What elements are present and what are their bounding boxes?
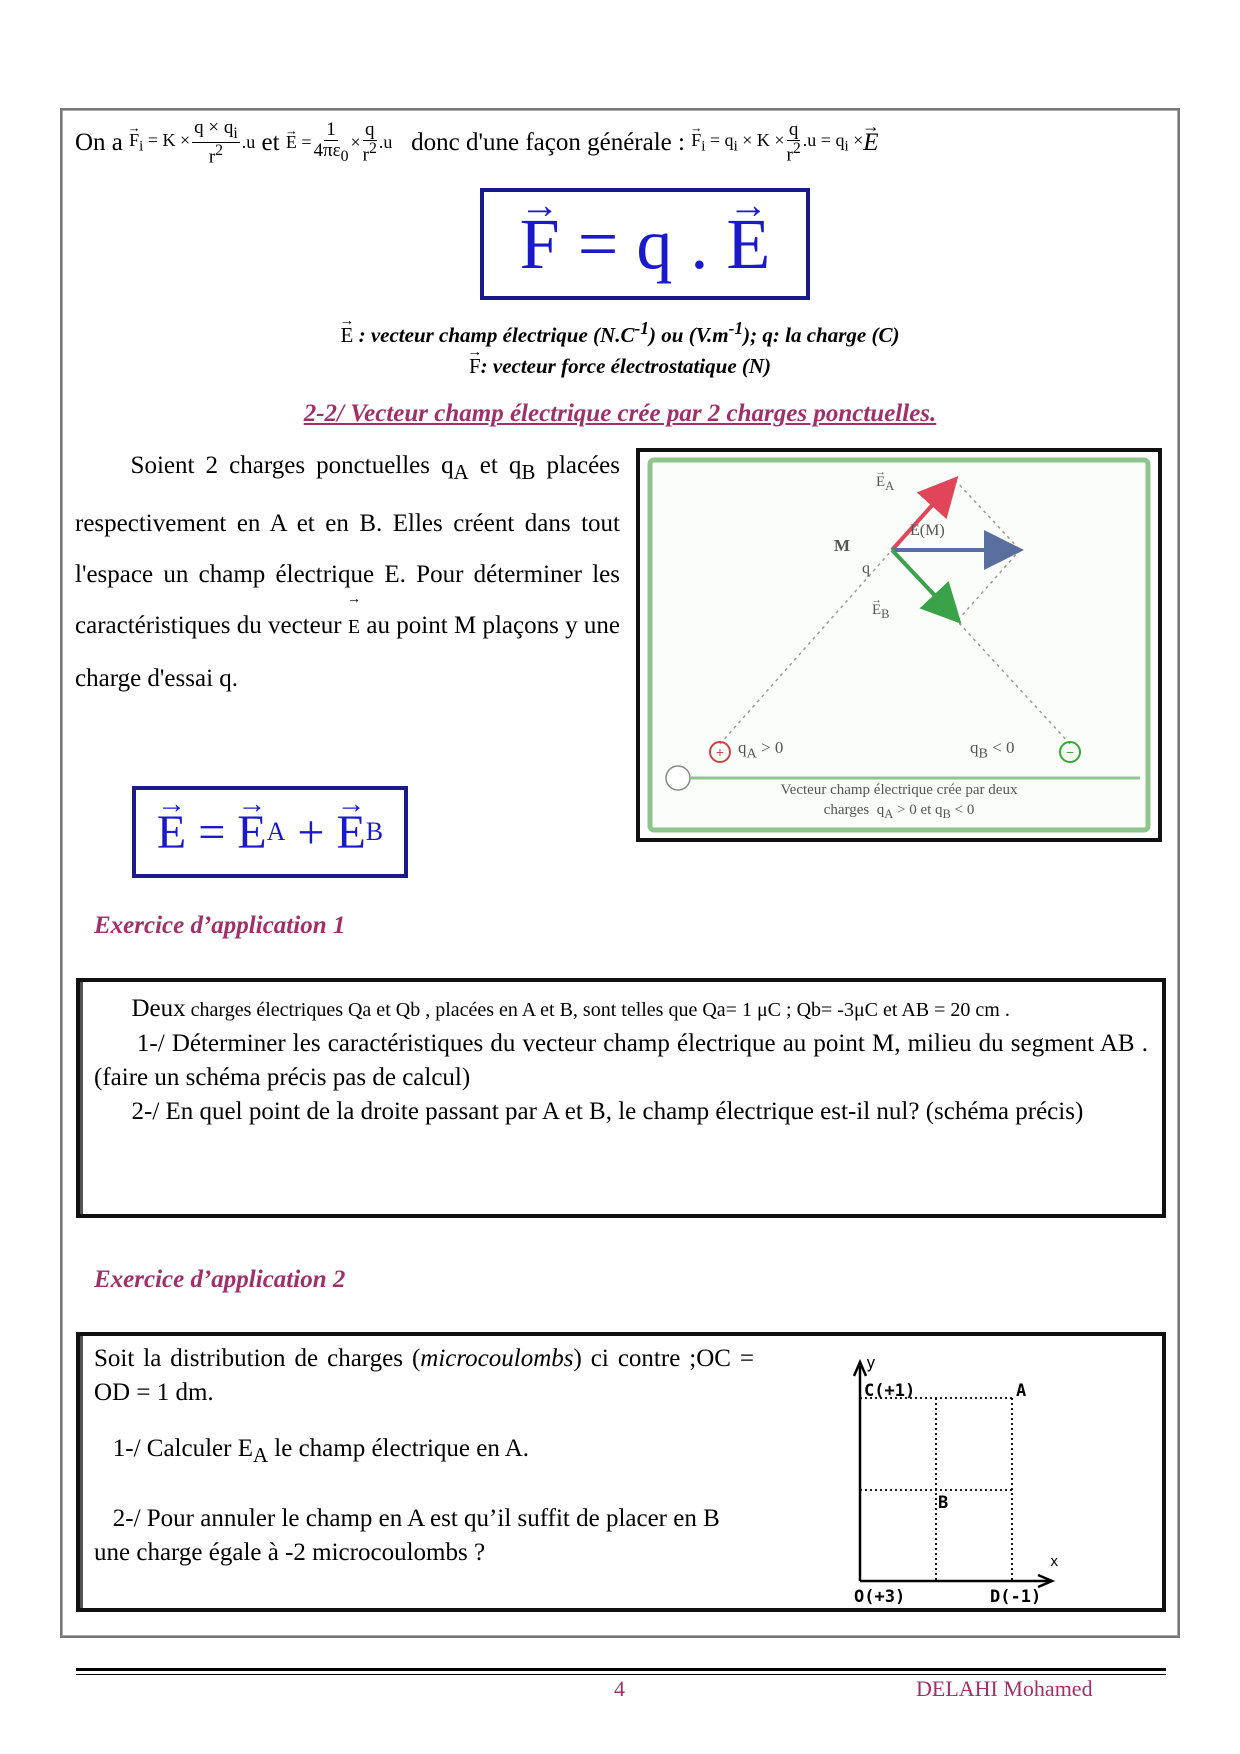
den: 4πε (313, 140, 341, 162)
vector-F: → F (469, 354, 481, 379)
label-EB (872, 602, 890, 622)
sub: i (701, 138, 706, 155)
sup: 2 (792, 140, 801, 158)
q: q (738, 738, 747, 757)
sub: A (252, 1443, 269, 1467)
fraction-3 (363, 120, 377, 165)
vector-label: E(M) (910, 522, 945, 539)
intro: ) ci contre ;OC = OD = 1 dm. (94, 1345, 754, 1406)
vector-E: → E (863, 129, 878, 157)
label-EA (876, 474, 894, 494)
text-et: et (261, 128, 280, 156)
vector-E: → E (341, 323, 354, 348)
sub: A (453, 460, 469, 484)
label-q: q (862, 560, 870, 577)
q: q (970, 738, 979, 757)
label-B: B (938, 1493, 949, 1513)
q1-text: le champ électrique en A. (268, 1435, 530, 1462)
sup: 2 (215, 142, 224, 160)
vector-F: → F (129, 130, 139, 151)
legend-text: ); q: la charge (C) (743, 323, 900, 347)
charge-q: q . (636, 203, 709, 284)
footer-rule (76, 1668, 1166, 1671)
vector-E: → E (348, 602, 360, 653)
sub: A (885, 479, 895, 493)
label-D: D(-1) (990, 1587, 1042, 1606)
caption-text: et (920, 802, 932, 818)
text: placées respectivement en A et en B. Elles créent dans tout l'espace un champ électrique E. Pour déterminer les caractéristiques du vecteur (75, 452, 621, 639)
cond: > 0 (896, 802, 917, 818)
den: r (786, 144, 793, 166)
text-donc: donc d'une façon générale : (411, 128, 685, 156)
legend-text: : vecteur force électrostatique (N) (480, 354, 772, 378)
sub: A (746, 745, 757, 762)
legend-text: ) ou (V.m (649, 323, 729, 347)
sub: A (884, 807, 894, 821)
exercise-2-q2 (94, 1502, 754, 1570)
times: × (350, 132, 361, 153)
vector-label: → E (872, 602, 881, 619)
num: q (365, 119, 375, 141)
times: × (853, 130, 864, 151)
rhs: × K × (742, 130, 785, 151)
q2-text: 2-/ Pour annuler le champ en A est qu’il suffit de placer en B une charge égale à -2 microcoulombs ? (94, 1505, 720, 1566)
sub: i (233, 124, 238, 142)
sub: A (266, 817, 286, 846)
label-O: O(+3) (854, 1587, 906, 1606)
label-A: A (1016, 1381, 1027, 1401)
intro-rest: charges électriques Qa et Qb , placées en A et B, sont telles que Qa= 1 μC ; Qb= -3μC et AB = 20 cm . (185, 999, 1010, 1021)
vector-EA: → E (237, 805, 266, 860)
cond: < 0 (954, 802, 975, 818)
sub: i (844, 138, 849, 155)
vector-E: → E (157, 805, 186, 860)
fraction-1 (192, 118, 240, 168)
sum-formula-box (132, 786, 408, 878)
exercise-2-text (94, 1342, 754, 1570)
sup: 2 (368, 140, 377, 158)
exercise-2-q1 (94, 1432, 754, 1472)
field-figure (636, 448, 1162, 842)
legend-line-2 (0, 354, 1240, 379)
text: Soient 2 charges ponctuelles q (130, 452, 454, 479)
exercise-1-title: Exercice d’application 1 (94, 912, 346, 939)
u-vector: .u (378, 132, 393, 153)
field-diagram (640, 452, 1158, 838)
exercise-2-intro (94, 1342, 754, 1410)
plus-sign: + (715, 744, 725, 760)
den: r (362, 144, 369, 166)
exercise-2-title: Exercice d’application 2 (94, 1266, 346, 1293)
plus: + (297, 805, 325, 859)
rhs: .u = q (802, 130, 845, 151)
text: et q (468, 452, 522, 479)
page-number: 4 (614, 1676, 625, 1701)
sub: B (521, 460, 536, 484)
minus-sign: − (1065, 744, 1075, 760)
cond: > 0 (760, 738, 784, 757)
q1-text: 1-/ Déterminer les caractéristiques du vecteur champ électrique au point M, milieu du segment AB .(faire un schéma précis pas de calcul) (94, 1030, 1148, 1091)
footer-author: DELAHI Mohamed (916, 1676, 1093, 1701)
exercise-1-intro (94, 992, 1148, 1027)
label-EM (910, 522, 945, 540)
eq: = (198, 805, 226, 859)
figure-frame (650, 460, 1148, 830)
intro: Soit la distribution de charges ( (94, 1345, 421, 1372)
sub: B (978, 745, 988, 762)
main-formula-box (480, 188, 810, 300)
label-qB (970, 738, 1015, 762)
sub: B (881, 607, 890, 621)
cond: < 0 (992, 738, 1015, 757)
exercise-1-q2 (94, 1095, 1148, 1129)
figure-caption-1: Vecteur champ électrique crée par deux (780, 782, 1018, 798)
vector-F: → F (691, 130, 701, 151)
fraction-4 (787, 120, 801, 165)
vector-E: → E (286, 132, 297, 153)
sub: i (139, 138, 144, 155)
footer-rule-thin (76, 1674, 1166, 1675)
num: q (788, 119, 799, 141)
exercise-2-box (76, 1332, 1166, 1612)
u-vector: .u (241, 132, 256, 153)
num: q × q (194, 117, 234, 138)
exercise-1-box (76, 978, 1166, 1218)
vector-label: → E (876, 474, 885, 491)
intro-big: Deux (131, 995, 186, 1022)
den: r (208, 146, 216, 168)
text-on-a: On a (75, 128, 123, 156)
sub: 0 (340, 147, 349, 165)
caption-text: charges (823, 802, 870, 818)
text: au point M plaçons y une charge d'essai q. (75, 612, 620, 692)
num: 1 (326, 119, 336, 141)
sup: -1 (728, 318, 744, 338)
charge-grid-diagram (840, 1356, 1160, 1606)
sub: i (733, 138, 738, 155)
vector-F: → F (520, 203, 560, 286)
q: q (876, 802, 885, 818)
sup: -1 (634, 318, 650, 338)
eq: = (147, 130, 158, 151)
label-C: C(+1) (864, 1381, 916, 1401)
k-times: K × (162, 130, 191, 151)
vector-EB: → E (336, 805, 365, 860)
legend-text: : vecteur champ électrique (N.C (358, 323, 635, 347)
legend-line-1 (0, 318, 1240, 348)
rhs: = q (709, 130, 734, 151)
section-title: 2-2/ Vecteur champ électrique crée par 2 charges ponctuelles. (303, 400, 937, 427)
sub: B (365, 817, 384, 846)
intro-italic: microcoulombs (420, 1345, 574, 1372)
eq: = (577, 203, 619, 284)
figure-caption-2 (640, 802, 1158, 822)
formula-line (75, 118, 879, 168)
label-qA (738, 738, 783, 762)
exercise-1-q1 (94, 1027, 1148, 1095)
label-M: M (834, 536, 851, 555)
eq: = (301, 132, 312, 153)
sub: B (942, 807, 951, 821)
q2-text: 2-/ En quel point de la droite passant par A et B, le champ électrique est-il nul? (schéma précis) (131, 1098, 1084, 1125)
q1-text: 1-/ Calculer E (112, 1435, 253, 1462)
vector-E: → E (726, 203, 770, 286)
label-x: x (1050, 1554, 1059, 1570)
fraction-2 (313, 120, 348, 165)
paragraph (75, 440, 620, 704)
q: q (935, 802, 943, 818)
label-y: y (866, 1356, 876, 1372)
